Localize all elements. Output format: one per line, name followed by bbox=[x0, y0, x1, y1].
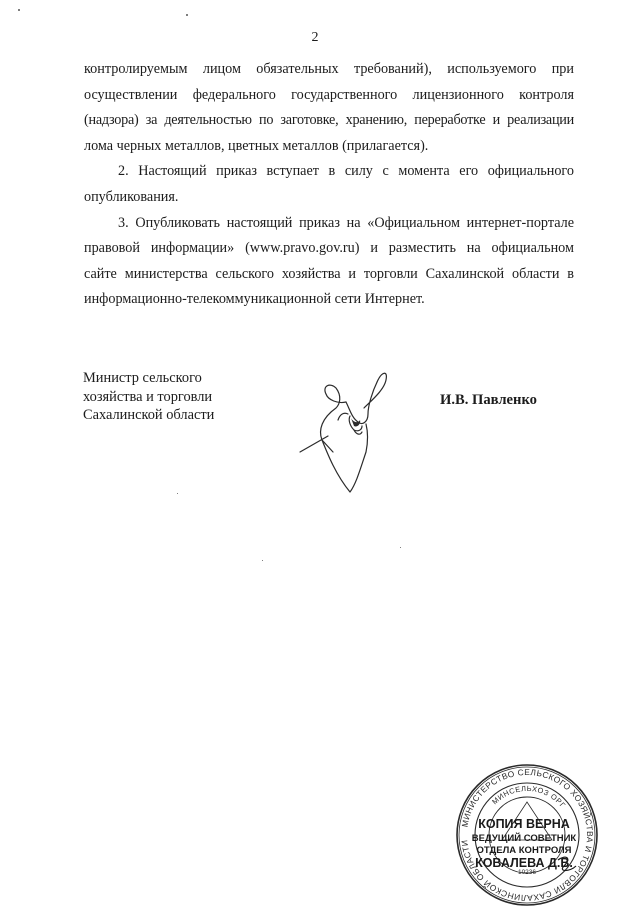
signer-position-line: Министр сельского bbox=[83, 370, 202, 386]
text-line: правовой информации» (www.pravo.gov.ru) и разместить на официальном bbox=[84, 240, 574, 257]
text-line: 2. Настоящий приказ вступает в силу с момента его официального bbox=[118, 163, 574, 180]
text-line: 3. Опубликовать настоящий приказ на «Официальном интернет-портале bbox=[118, 214, 574, 231]
scan-speck bbox=[186, 14, 188, 16]
signer-name: И.В. Павленко bbox=[440, 392, 537, 408]
stamp-line: КОПИЯ ВЕРНА bbox=[478, 817, 570, 831]
text-line: опубликования. bbox=[84, 188, 179, 205]
scan-speck bbox=[18, 9, 20, 11]
text-line: лома черных металлов, цветных металлов (прилагается). bbox=[84, 137, 429, 154]
scan-speck bbox=[262, 560, 263, 561]
text-line: (надзора) за деятельностью по заготовке, хранению, переработке и реализации bbox=[84, 112, 574, 129]
handwritten-signature bbox=[298, 360, 398, 500]
paragraph-2 bbox=[84, 159, 574, 210]
signer-position bbox=[83, 369, 214, 425]
signer-position-line: хозяйства и торговли bbox=[83, 388, 213, 405]
text-line: контролируемым лицом обязательных требований), используемого при bbox=[84, 61, 574, 77]
text-line: осуществлении федерального государственного лицензионного контроля bbox=[84, 86, 574, 103]
text-line: сайте министерства сельского хозяйства и торговли Сахалинской области в bbox=[84, 265, 574, 282]
official-stamp bbox=[454, 762, 600, 908]
stamp-inner-text: МИНСЕЛЬХОЗ ОРГ bbox=[490, 783, 568, 810]
stamp-line: ОТДЕЛА КОНТРОЛЯ bbox=[476, 845, 572, 856]
scan-speck bbox=[400, 547, 401, 548]
paragraph-1 bbox=[84, 57, 574, 159]
stamp-outer-text: МИНИСТЕРСТВО СЕЛЬСКОГО ХОЗЯЙСТВА И ТОРГОВЛИ САХАЛИНСКОЙ ОБЛАСТИ bbox=[459, 766, 596, 904]
paragraph-3 bbox=[84, 211, 574, 313]
stamp-line: ВЕДУЩИЙ СОВЕТНИК bbox=[471, 833, 577, 844]
page-number: 2 bbox=[311, 30, 319, 45]
stamp-line: КОВАЛЕВА Д.В. bbox=[475, 856, 573, 870]
scan-speck bbox=[177, 493, 178, 494]
stamp-numbers: 10236 bbox=[517, 869, 537, 876]
body-text bbox=[84, 57, 574, 313]
text-line: информационно-телекоммуникационной сети Интернет. bbox=[84, 291, 425, 308]
signer-position-line: Сахалинской области bbox=[83, 407, 215, 423]
